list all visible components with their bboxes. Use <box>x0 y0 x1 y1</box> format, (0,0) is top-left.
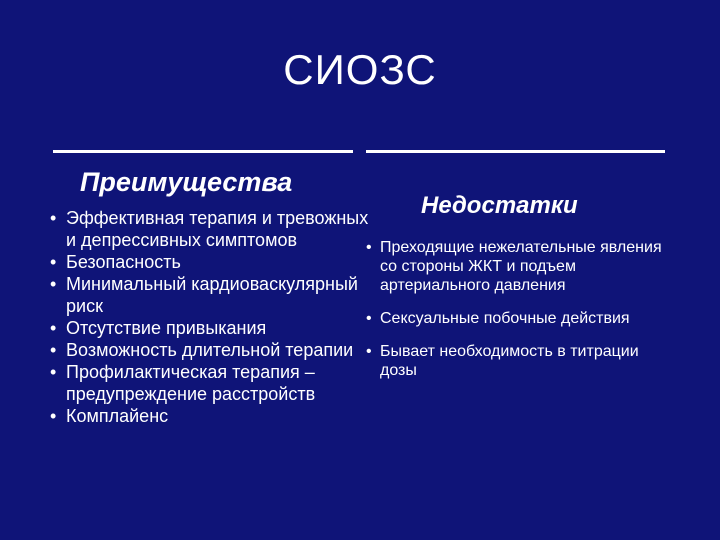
advantages-item-text: Комплайенс <box>66 406 169 426</box>
bullet-icon: • <box>50 406 57 426</box>
bullet-icon: • <box>50 340 57 360</box>
disadvantages-item <box>366 238 666 295</box>
bullet-icon: • <box>50 318 57 338</box>
right-divider-line <box>366 150 665 153</box>
bullet-icon: • <box>50 252 57 272</box>
advantages-item <box>50 361 370 405</box>
advantages-item <box>50 207 370 251</box>
disadvantages-heading: Недостатки <box>421 192 578 219</box>
left-divider-line <box>53 150 353 153</box>
disadvantages-item <box>366 342 666 380</box>
disadvantages-item-text: Бывает необходимость в титрации дозы <box>380 343 639 379</box>
disadvantages-item <box>366 309 666 328</box>
bullet-icon: • <box>50 208 57 228</box>
advantages-item-text: Безопасность <box>66 252 181 272</box>
advantages-item <box>50 405 370 427</box>
advantages-item-text: Минимальный кардиоваскулярный риск <box>66 274 358 316</box>
bullet-icon: • <box>366 239 372 256</box>
advantages-item <box>50 273 370 317</box>
advantages-item-text: Профилактическая терапия – предупреждение расстройств <box>66 362 316 404</box>
bullet-icon: • <box>366 343 372 360</box>
advantages-item <box>50 251 370 273</box>
slide-title: СИОЗС <box>283 46 437 93</box>
advantages-item-text: Возможность длительной терапии <box>66 340 354 360</box>
disadvantages-item-text: Преходящие нежелательные явления со стороны ЖКТ и подъем артериального давления <box>380 239 662 294</box>
disadvantages-list <box>366 238 666 394</box>
advantages-item <box>50 317 370 339</box>
advantages-item-text: Эффективная терапия и тревожных и депрессивных симптомов <box>66 208 369 250</box>
bullet-icon: • <box>366 310 372 327</box>
advantages-heading: Преимущества <box>80 167 293 197</box>
advantages-list <box>50 207 370 427</box>
bullet-icon: • <box>50 362 57 382</box>
advantages-item <box>50 339 370 361</box>
disadvantages-item-text: Сексуальные побочные действия <box>380 310 630 327</box>
bullet-icon: • <box>50 274 57 294</box>
advantages-item-text: Отсутствие привыкания <box>66 318 267 338</box>
